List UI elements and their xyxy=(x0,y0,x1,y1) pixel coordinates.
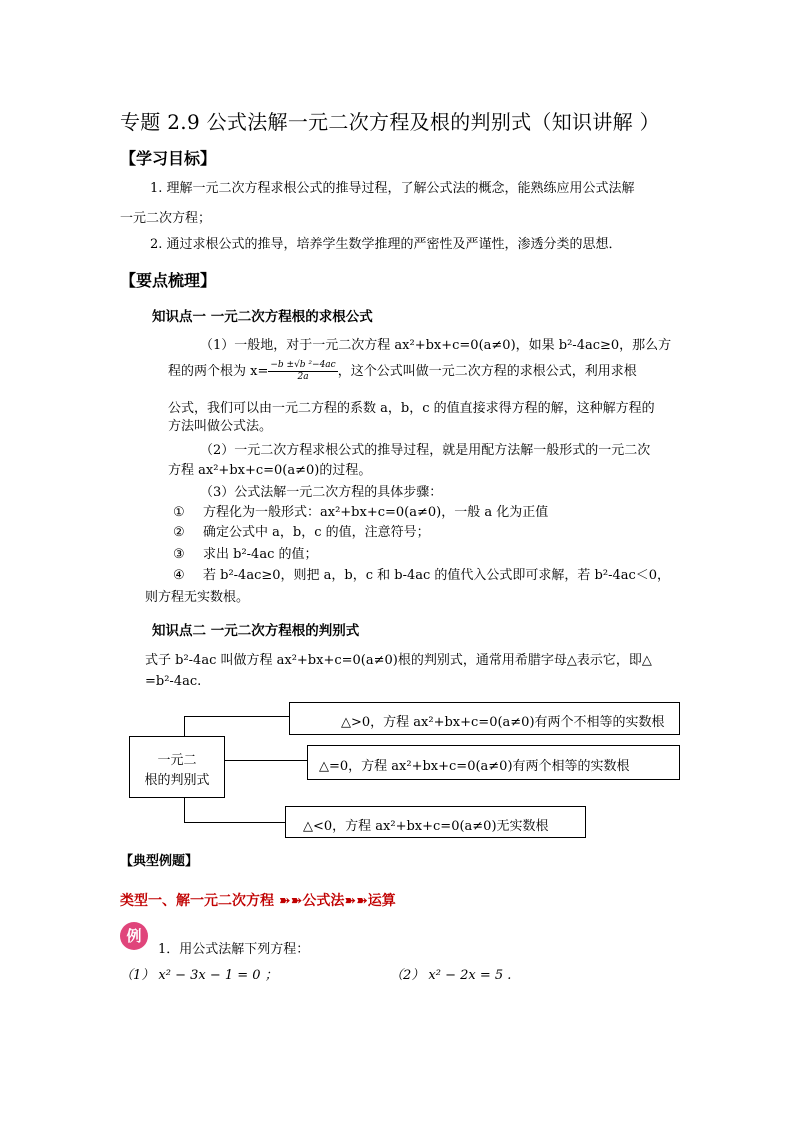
knowledge-point-1: 知识点一 一元二次方程根的求根公式 xyxy=(152,309,373,325)
step-4-cont: 则方程无实数根。 xyxy=(145,590,250,605)
page-title: 专题 2.9 公式法解一元二次方程及根的判别式（知识讲解 ） xyxy=(120,110,660,134)
root-formula xyxy=(268,360,337,383)
connector-bottom xyxy=(184,822,285,823)
para-1b-post: ，这个公式叫做一元二次方程的求根公式，利用求根 xyxy=(337,364,637,379)
step-text: 方程化为一般形式：ax²+bx+c=0(a≠0)，一般 a 化为正值 xyxy=(203,505,549,520)
formula-denominator: 2a xyxy=(297,372,309,382)
knowledge-point-2: 知识点二 一元二次方程根的判别式 xyxy=(152,623,360,639)
step-1 xyxy=(173,504,548,522)
case-negative-box xyxy=(285,806,586,838)
para-3: （3）公式法解一元二次方程的具体步骤： xyxy=(200,485,443,500)
summary-heading: 【要点梳理】 xyxy=(120,271,217,290)
objective-1-cont: 一元二次方程； xyxy=(120,211,212,226)
para-1c: 公式，我们可以由一元二方程的系数 a，b，c 的值直接求得方程的解，这种解方程的 xyxy=(168,401,655,416)
discriminant-def-cont: =b²-4ac. xyxy=(145,674,202,689)
para-1b-pre: 程的两个根为 x= xyxy=(168,364,269,379)
connector-up xyxy=(184,716,185,736)
para-1b xyxy=(168,360,637,383)
case-zero-text: △=0，方程 ax²+bx+c=0(a≠0)有两个相等的实数根 xyxy=(319,759,630,774)
question-1: 1．用公式法解下列方程： xyxy=(158,942,310,957)
step-text: 求出 b²-4ac 的值； xyxy=(203,547,318,562)
step-number: ③ xyxy=(173,547,185,562)
connector-mid xyxy=(225,760,307,761)
step-2 xyxy=(173,524,430,542)
question-1a: （1） x² − 3x − 1 = 0 ； xyxy=(120,968,278,983)
type-1-heading: 类型一、解一元二次方程 ➽➽公式法➽➽运算 xyxy=(120,893,396,909)
step-4 xyxy=(173,567,670,585)
case-positive-box xyxy=(289,702,680,735)
case-negative-text: △<0，方程 ax²+bx+c=0(a≠0)无实数根 xyxy=(303,819,549,834)
connector-top xyxy=(184,716,289,717)
question-1b: （2） x² − 2x = 5 . xyxy=(390,968,512,983)
para-1d: 方法叫做公式法。 xyxy=(168,419,273,434)
example-badge: 例 xyxy=(120,922,148,950)
case-positive-text: △>0，方程 ax²+bx+c=0(a≠0)有两个不相等的实数根 xyxy=(341,715,665,730)
formula-numerator: −b ±√b ²−4ac xyxy=(270,360,336,370)
discriminant-label-1: 一元二 xyxy=(157,753,197,768)
case-zero-box xyxy=(307,745,680,780)
para-2a: （2）一元二次方程求根公式的推导过程，就是用配方法解一般形式的一元二次 xyxy=(200,443,651,458)
step-number: ② xyxy=(173,525,185,540)
connector-down xyxy=(184,798,185,822)
objective-2: 2. 通过求根公式的推导，培养学生数学推理的严密性及严谨性，渗透分类的思想． xyxy=(150,237,622,252)
para-1a: （1）一般地，对于一元二次方程 ax²+bx+c=0(a≠0)，如果 b²-4ac≥0，那么方 xyxy=(200,338,672,353)
para-2b: 方程 ax²+bx+c=0(a≠0)的过程。 xyxy=(168,463,372,478)
objectives-heading: 【学习目标】 xyxy=(120,149,217,168)
step-text: 确定公式中 a，b，c 的值，注意符号； xyxy=(203,525,430,540)
examples-heading: 【典型例题】 xyxy=(120,854,199,869)
step-text: 若 b²-4ac≥0，则把 a，b，c 和 b-4ac 的值代入公式即可求解，若 b²-4ac＜0， xyxy=(203,568,671,583)
objective-1: 1. 理解一元二次方程求根公式的推导过程，了解公式法的概念，能熟练应用公式法解 xyxy=(150,181,635,196)
step-3 xyxy=(173,546,318,564)
step-number: ① xyxy=(173,505,185,520)
step-number: ④ xyxy=(173,568,185,583)
discriminant-label-2: 根的判别式 xyxy=(144,773,210,788)
discriminant-box xyxy=(129,736,225,798)
discriminant-def: 式子 b²-4ac 叫做方程 ax²+bx+c=0(a≠0)根的判别式，通常用希腊字母△表示它，即△ xyxy=(145,653,652,668)
